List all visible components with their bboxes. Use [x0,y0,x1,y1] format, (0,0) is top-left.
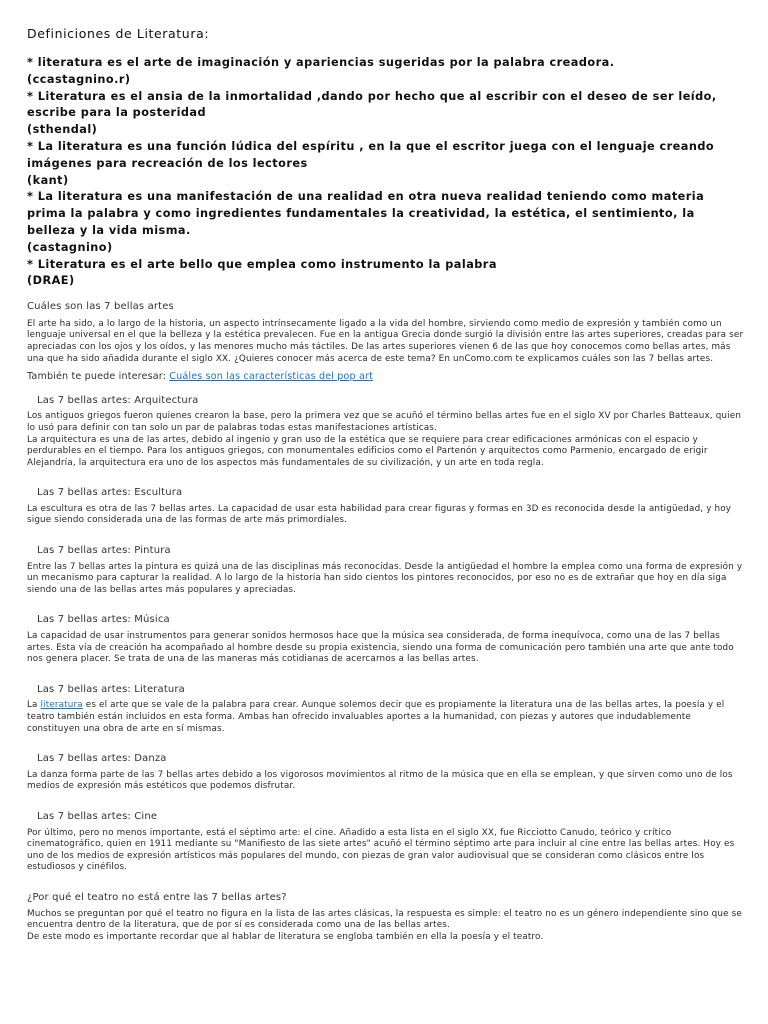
document-title: Definiciones de Literatura: [27,26,210,41]
section-title: Las 7 bellas artes: Arquitectura [37,394,199,406]
section-paragraph: Por último, pero no menos importante, está el séptimo arte: el cine. Añadido a esta lista en el siglo XX, fue Ricciotto Canudo, teórico y crítico cinematográfico, quien en 1911 mediante su "Manifiesto de las siete artes" acuñó el término séptimo arte para incluir al cine entre las bellas artes. Hoy es uno de los medios de expresión artísticos más populares del mundo, con piezas de gran valor audiovisual que se consideran como clásicos entre los estudiosos y cinéfilos. [27,827,735,873]
definition-text: * La literatura es una manifestación de una realidad en otra nueva realidad teniendo como materia prima la palabra y como ingredientes fundamentales la creatividad, la estética, el sentimiento, la belleza y la vida misma. [27,190,705,237]
definition-text: * literatura es el arte de imaginación y apariencias sugeridas por la palabra creadora. [27,56,615,69]
definition-text: * La literatura es una función lúdica del espíritu , en la que el escritor juega con el lenguaje creando imágenes para recreación de los lectores [27,139,715,170]
definition-author: (kant) [27,173,69,187]
section-danza [27,753,744,793]
section-paragraph: De este modo es importante recordar que al hablar de literatura se engloba también en ella la poesía y el teatro. [27,931,544,942]
section-literatura [27,684,744,735]
section-paragraph: Muchos se preguntan por qué el teatro no figura en la lista de las artes clásicas, la respuesta es simple: el teatro no es un género independiente sino que se encuentra dentro de la literatura, que de por sí es considerada como una de las bellas artes. [27,908,742,931]
definition-author: (castagnino) [27,240,113,254]
definitions-list [27,55,744,290]
article-heading: Cuáles son las 7 bellas artes [27,301,174,313]
article [27,301,744,943]
section-title: Las 7 bellas artes: Cine [37,810,158,822]
definition-text: * Literatura es el arte bello que emplea como instrumento la palabra [27,257,497,271]
definition-author: (ccastagnino.r) [27,72,131,86]
section-paragraph: Entre las 7 bellas artes la pintura es quizá una de las disciplinas más reconocidas. Desde la antigüedad el hombre la emplea como una forma de expresión y un mecanismo para capturar la realidad. A lo largo de la historia han sido cientos los pintores reconocidos, por eso no es de extrañar que hoy en día siga siendo una de las bellas artes más populares y apreciadas. [27,561,743,595]
section-paragraph: La escultura es otra de las 7 bellas artes. La capacidad de usar esta habilidad para crear figuras y formas en 3D es reconocida desde la antigüedad, y hoy sigue siendo considerada una de las formas de arte más primordiales. [27,503,732,526]
section-title: ¿Por qué el teatro no está entre las 7 bellas artes? [27,891,287,903]
section-musica [27,614,744,665]
section-cine [27,811,744,874]
paragraph-prefix: La [27,700,41,711]
paragraph-rest: es el arte que se vale de la palabra para crear. Aunque solemos decir que es propiamente la literatura una de las bellas artes, la poesía y el teatro también están incluidos en esta forma. Ambas han ofrecido invaluables aportes a la humanidad, con piezas y autores que indudablemente constituyen una obra de arte en sí mismas. [27,700,725,734]
section-title: Las 7 bellas artes: Literatura [37,683,185,695]
section-paragraph: La arquitectura es una de las artes, debido al ingenio y gran uso de la estética que se requiere para crear edificaciones armónicas con el espacio y perdurables en el tiempo. Para los antiguos griegos, con monumentales edificios como el Partenón y arquitectos como Parmenio, encargado de erigir Alejandría, la arquitectura era uno de los aspectos más fundamentales de su civilización, y un arte en toda regla. [27,434,708,468]
section-paragraph: Los antiguos griegos fueron quienes crearon la base, pero la primera vez que se acuñó el término bellas artes fue en el siglo XV por Charles Batteaux, quien lo usó para definir con tan solo un par de palabras todas estas manifestaciones artísticas. [27,411,742,433]
section-teatro [27,892,744,943]
section-escultura [27,487,744,527]
article-intro: El arte ha sido, a lo largo de la historia, un aspecto intrínsecamente ligado a la vida del hombre, sirviendo como medio de expresión y también como un lenguaje universal en el que la belleza y la estética prevalecen. Fue en la antigua Grecia donde surgió la división entre las artes superiores, creadas para ser apreciadas con los ojos y los oídos, y las menores mucho más táctiles. De las artes superiores vienen 6 de las que hoy conocemos como bellas artes, más una que ha sido añadida durante el siglo XX. ¿Quieres conocer más acerca de este tema? En unComo.com te explicamos cuáles son las 7 bellas artes. [27,318,744,364]
section-title: Las 7 bellas artes: Pintura [37,545,171,557]
related-article [27,371,744,383]
literatura-link[interactable]: literatura [40,700,83,711]
definition-text: * Literatura es el ansia de la inmortalidad ,dando por hecho que al escribir con el deseo de ser leído, escribe para la posteridad [27,89,717,120]
definition-author: (DRAE) [27,274,75,288]
definition-author: (sthendal) [27,123,98,137]
section-pintura [27,545,744,596]
section-title: Las 7 bellas artes: Escultura [37,487,183,499]
section-paragraph: La capacidad de usar instrumentos para generar sonidos hermosos hace que la música sea considerada, de forma inequívoca, como una de las 7 bellas artes. Esta vía de creación ha acompañado al hombre desde su propia existencia, siendo una forma de comunicación pero también una arte que ante todo nos genera placer. Se trata de una de las maneras más cotidianas de acercarnos a las bellas artes. [27,631,734,665]
section-paragraph: La danza forma parte de las 7 bellas artes debido a los vigorosos movimientos al ritmo de la música que en ella se emplean, y que sirven como uno de los medios de expresión más estéticos que podemos disfrutar. [27,769,733,792]
section-title: Las 7 bellas artes: Música [37,614,170,626]
related-article-link[interactable]: Cuáles son las características del pop art [169,371,374,383]
section-paragraph [27,700,744,735]
related-prefix: También te puede interesar: [27,371,170,383]
section-title: Las 7 bellas artes: Danza [37,753,167,765]
section-arquitectura [27,395,744,470]
